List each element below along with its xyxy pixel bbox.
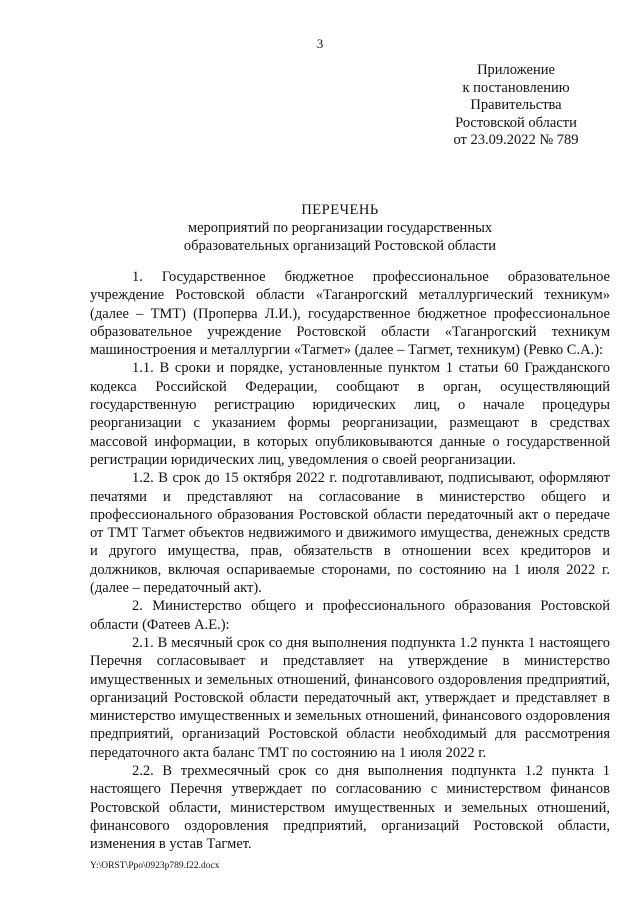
appendix-line: к постановлению (462, 79, 570, 96)
paragraph-1-2: 1.2. В срок до 15 октября 2022 г. подготавливают, подписывают, оформляют печатями и представляют на согласование в министерство общего и профессионального образования Ростовской области передаточный акт о передаче от ТМТ Тагмет объектов недвижимого и движимого имущества, денежных средств и другого имущества, прав, обязательств в отношении всех кредиторов и должников, включая оспариваемые сторонами, по состоянию на 1 июля 2022 г. (далее – передаточный акт). (90, 470, 610, 597)
paragraph-2-2: 2.2. В трехмесячный срок со дня выполнения подпункта 1.2 пункта 1 настоящего Перечня утверждает по согласованию с министерством финансов Ростовской области, министерством имущественных и земельных отношений, финансового оздоровления предприятий, организаций Ростовской области, изменения в устав Тагмет. (90, 763, 610, 853)
paragraph-2: 2. Министерство общего и профессионального образования Ростовской области (Фатеев А.Е.): (90, 598, 610, 633)
page-number: 3 (316, 36, 324, 51)
subtitle-line: мероприятий по реорганизации государственных (187, 220, 493, 236)
appendix-block (436, 62, 596, 150)
paragraph-1-1: 1.1. В сроки и порядке, установленные пунктом 1 статьи 60 Гражданского кодекса Российской Федерации, сообщают в орган, осуществляющий государственную регистрацию юридических лиц, о начале процедуры реорганизации с указанием формы реорганизации, размещают в средствах массовой информации, в которых опубликовываются данные о государственной регистрации юридических лиц, уведомления о своей реорганизации. (90, 360, 610, 468)
document-body (90, 268, 610, 854)
paragraph-2-1: 2.1. В месячный срок со дня выполнения подпункта 1.2 пункта 1 настоящего Перечня согласовывает и представляет на утверждение в министерство имущественных и земельных отношений, финансового оздоровления предприятий, организаций Ростовской области передаточный акт, утверждает и представляет в министерство имущественных и земельных отношений, финансового оздоровления предприятий, организаций Ростовской области необходимый для рассмотрения передаточного акта баланс ТМТ по состоянию на 1 июля 2022 г. (90, 634, 610, 761)
appendix-line: от 23.09.2022 № 789 (453, 132, 579, 148)
appendix-line: Приложение (477, 62, 555, 78)
document-subtitle (0, 219, 640, 255)
appendix-line: Правительства (470, 97, 562, 113)
footer-file-path: Y:\ORST\Ppo\0923p789.f22.docx (90, 861, 220, 871)
document-title: ПЕРЕЧЕНЬ (301, 202, 379, 218)
appendix-line: Ростовской области (455, 114, 577, 131)
paragraph-1: 1. Государственное бюджетное профессиональное образовательное учреждение Ростовской области «Таганрогский металлургический техникум» (далее – ТМТ) (Проперва Л.И.), государственное бюджетное профессиональное образовательное учреждение Ростовской области «Таганрогский техникум машиностроения и металлургии «Тагмет» (далее – Тагмет, техникум) (Ревко С.А.): (90, 269, 610, 359)
subtitle-line: образовательных организаций Ростовской области (183, 238, 497, 254)
